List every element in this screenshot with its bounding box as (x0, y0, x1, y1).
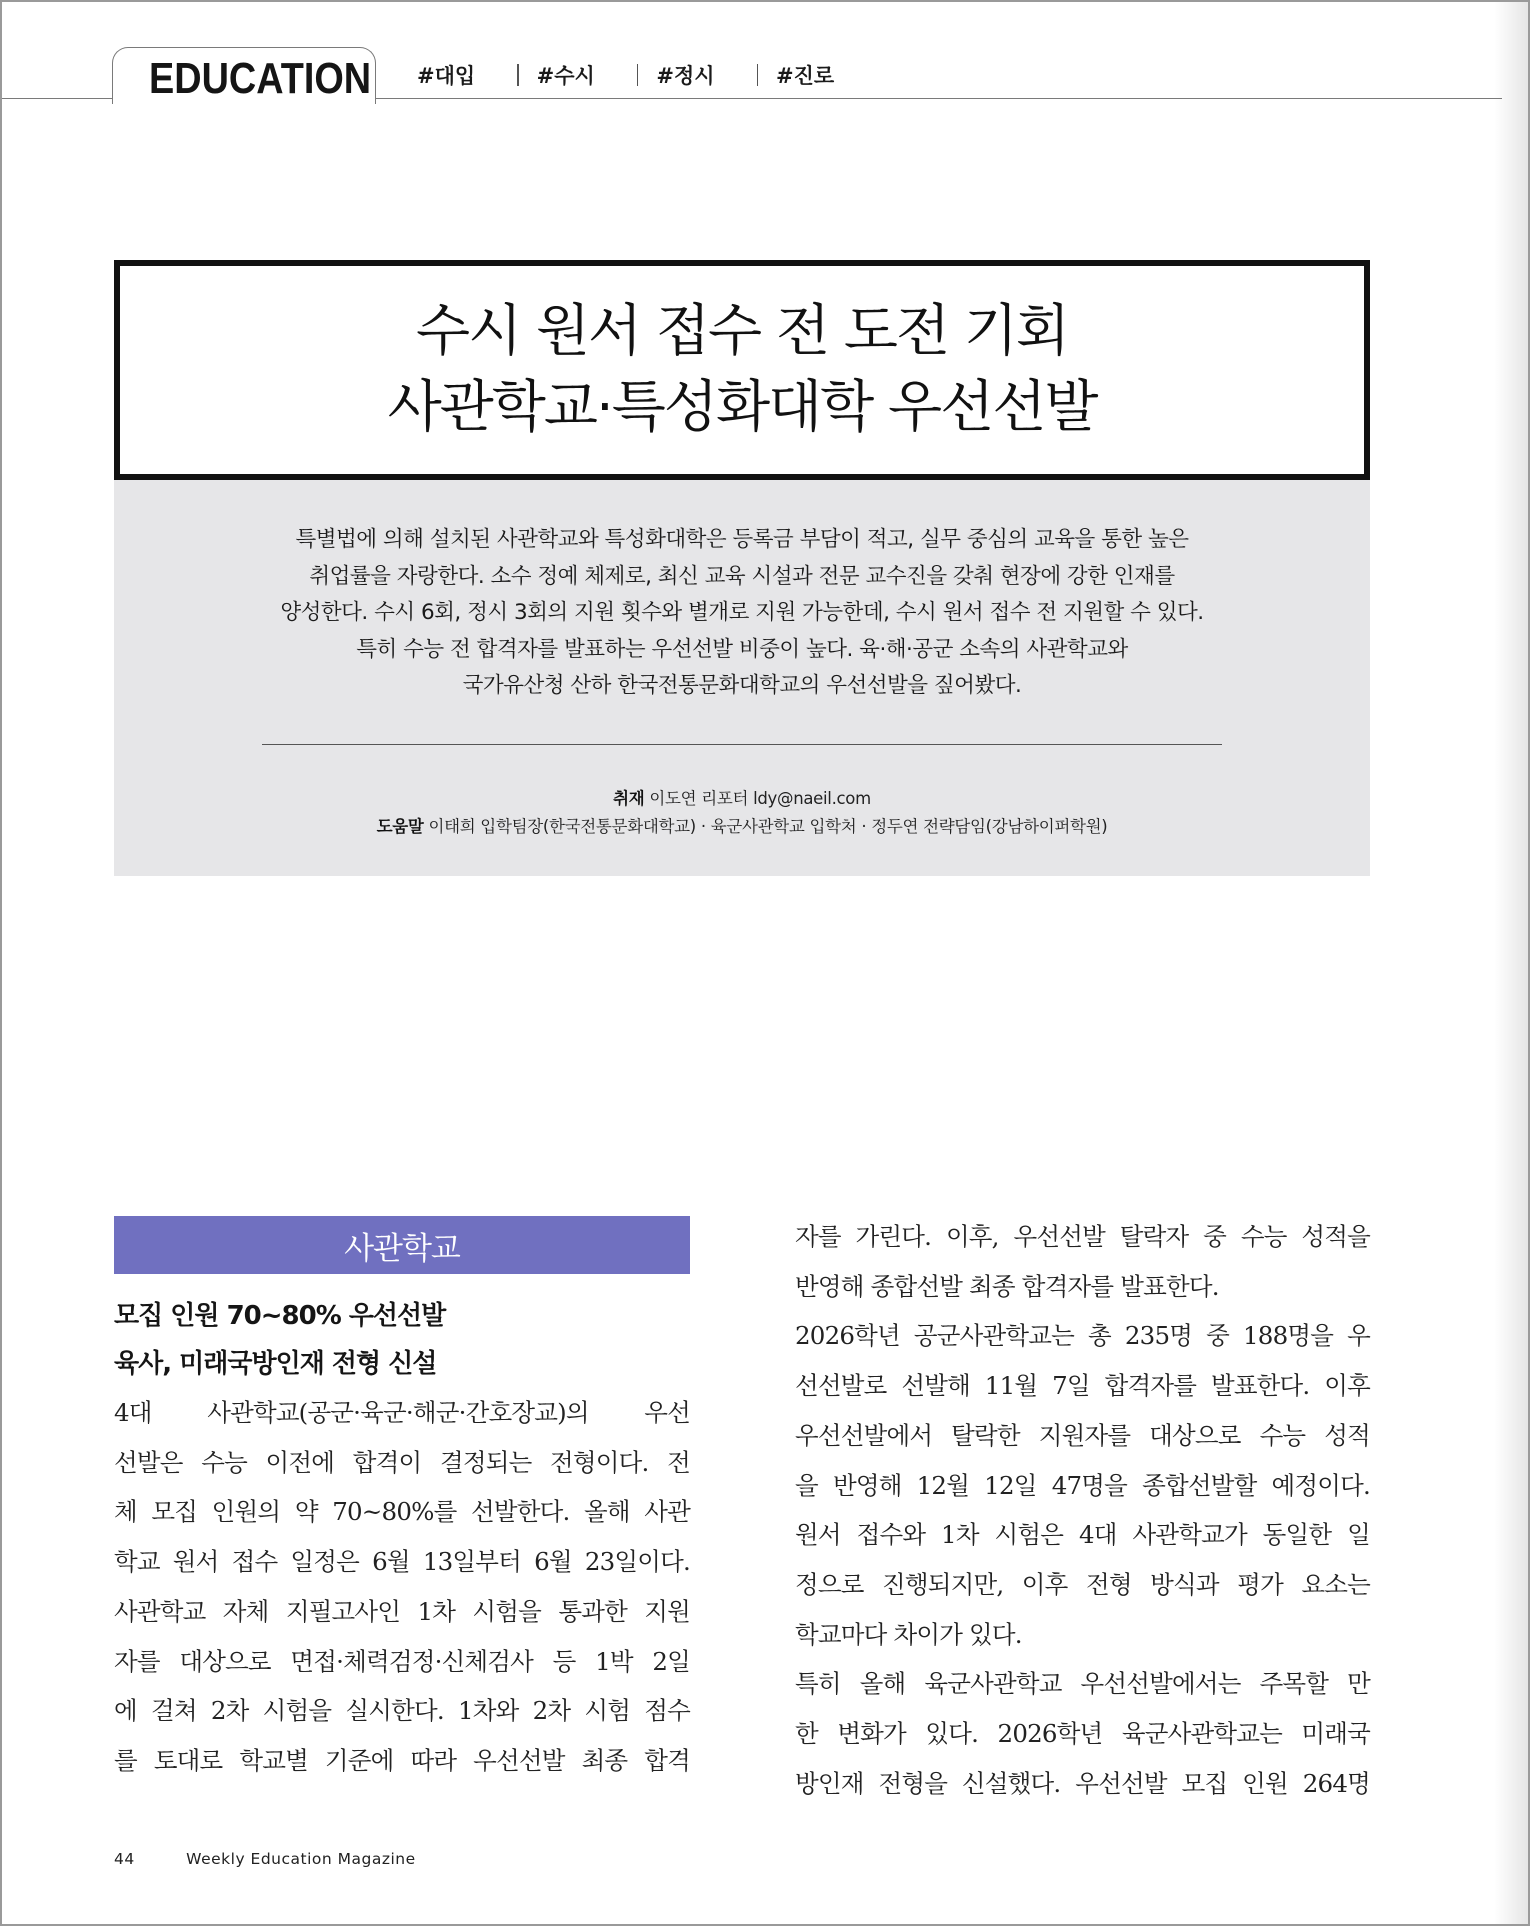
body-line: 를 토대로 학교별 기준에 따라 우선선발 최종 합격 (114, 1745, 690, 1775)
page-footer (114, 1850, 416, 1868)
lead-box (114, 480, 1370, 876)
body-line: 선발은 수능 이전에 합격이 결정되는 전형이다. 전 (114, 1447, 690, 1477)
body-line: 자를 대상으로 면접·체력검정·신체검사 등 1박 2일 (114, 1646, 690, 1676)
lead-paragraph (114, 522, 1370, 705)
credits (114, 785, 1370, 841)
subheading-line-2: 육사, 미래국방인재 전형 신설 (114, 1349, 437, 1379)
lead-line: 특히 수능 전 합격자를 발표하는 우선선발 비중이 높다. 육·해·공군 소속의 사관학교와 (356, 636, 1128, 662)
body-line: 원서 접수와 1차 시험은 4대 사관학교가 동일한 일 (795, 1520, 1370, 1550)
headline-box (114, 260, 1370, 480)
credit-reporter-text: 이도연 리포터 ldy@naeil.com (649, 789, 871, 808)
body-line: 정으로 진행되지만, 이후 전형 방식과 평가 요소는 (795, 1569, 1370, 1599)
article-column-right (795, 1212, 1370, 1808)
body-line: 학교마다 차이가 있다. (795, 1619, 1022, 1649)
headline-line-1: 수시 원서 접수 전 도전 기회 (415, 299, 1069, 364)
credit-advisors-label: 도움말 (376, 817, 424, 836)
body-line: 2026학년 공군사관학교는 총 235명 중 188명을 우 (795, 1321, 1370, 1351)
lead-line: 취업률을 자랑한다. 소수 정예 체제로, 최신 교육 시설과 전문 교수진을 갖춰 현장에 강한 인재를 (309, 563, 1175, 589)
body-line: 학교 원서 접수 일정은 6월 13일부터 6월 23일이다. (114, 1547, 690, 1577)
body-text-right (795, 1212, 1370, 1808)
body-text-left (114, 1388, 690, 1786)
body-line: 에 걸쳐 2차 시험을 실시한다. 1차와 2차 시험 점수 (114, 1696, 690, 1726)
credit-reporter (114, 785, 1370, 813)
tag-career[interactable]: #진로 (715, 60, 835, 90)
body-line: 우선선발에서 탈락한 지원자를 대상으로 수능 성적 (795, 1420, 1370, 1450)
body-line: 특히 올해 육군사관학교 우선선발에서는 주목할 만 (795, 1669, 1370, 1699)
tag-regular-admission[interactable]: #정시 (595, 60, 715, 90)
section-label: EDUCATION (149, 54, 372, 103)
body-line: 자를 가린다. 이후, 우선선발 탈락자 중 수능 성적을 (795, 1222, 1370, 1251)
page-number: 44 (114, 1850, 135, 1868)
headline-line-2: 사관학교·특성화대학 우선선발 (387, 375, 1097, 440)
body-line: 사관학교 자체 지필고사인 1차 시험을 통과한 지원 (114, 1596, 690, 1626)
body-line: 방인재 전형을 신설했다. 우선선발 모집 인원 264명 (795, 1768, 1370, 1798)
body-line: 체 모집 인원의 약 70~80%를 선발한다. 올해 사관 (114, 1497, 690, 1527)
credit-advisors (114, 813, 1370, 841)
lead-line: 특별법에 의해 설치된 사관학교와 특성화대학은 등록금 부담이 적고, 실무 중심의 교육을 통한 높은 (295, 527, 1189, 552)
body-line: 선선발로 선발해 11월 7일 합격자를 발표한다. 이후 (795, 1371, 1370, 1401)
tag-early-admission[interactable]: #수시 (475, 60, 595, 90)
lead-line: 국가유산청 산하 한국전통문화대학교의 우선선발을 짚어봤다. (462, 673, 1022, 698)
body-line: 4대 사관학교(공군·육군·해군·간호장교)의 우선 (114, 1398, 690, 1427)
body-line: 을 반영해 12월 12일 47명을 종합선발할 예정이다. (795, 1470, 1370, 1500)
subheading (114, 1292, 690, 1388)
section-heading: 사관학교 (114, 1216, 690, 1274)
magazine-name: Weekly Education Magazine (186, 1850, 416, 1868)
lead-divider (262, 744, 1222, 745)
article-column-left (114, 1216, 690, 1786)
credit-reporter-label: 취재 (613, 789, 645, 808)
tag-list (417, 60, 834, 90)
credit-advisors-text: 이태희 입학팀장(한국전통문화대학교) · 육군사관학교 입학처 · 정두연 전략담임(강남하이퍼학원) (428, 817, 1108, 836)
subheading-line-1: 모집 인원 70~80% 우선선발 (114, 1301, 446, 1331)
tag-admission[interactable]: #대입 (417, 64, 476, 88)
page-edge-shadow (1494, 2, 1528, 1924)
lead-line: 양성한다. 수시 6회, 정시 3회의 지원 횟수와 별개로 지원 가능한데, 수시 원서 접수 전 지원할 수 있다. (280, 600, 1204, 625)
body-line: 한 변화가 있다. 2026학년 육군사관학교는 미래국 (795, 1719, 1370, 1749)
body-line: 반영해 종합선발 최종 합격자를 발표한다. (795, 1271, 1219, 1301)
